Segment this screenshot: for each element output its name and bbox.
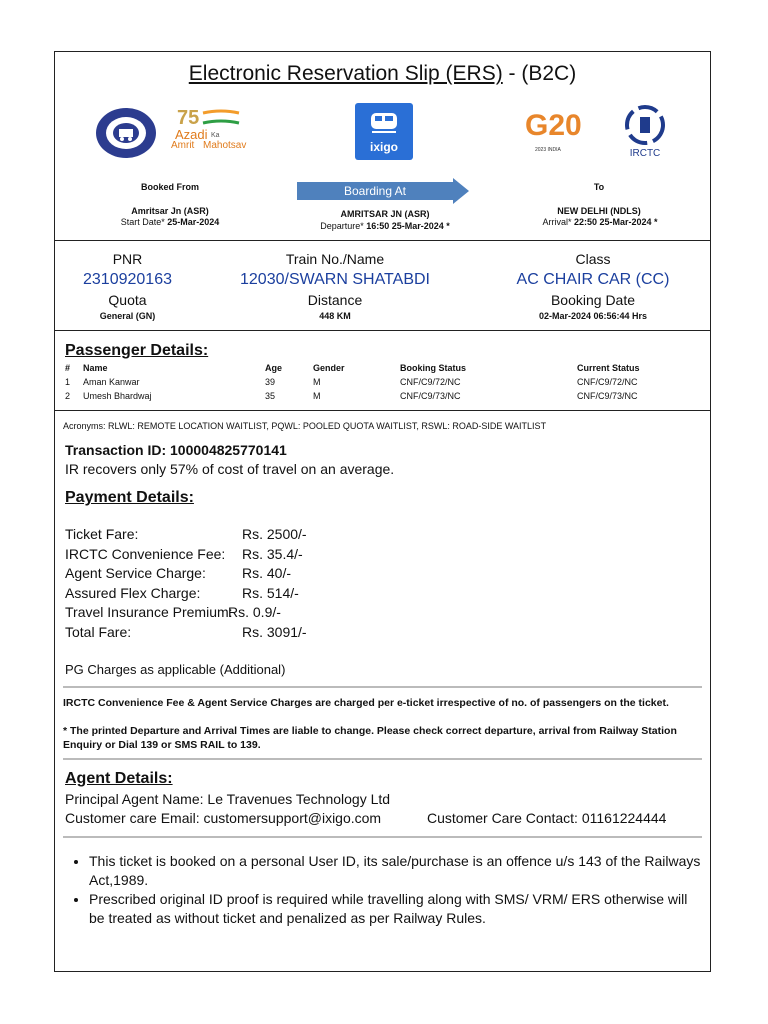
customer-care-email: Customer care Email: customersupport@ixigo.com: [65, 810, 382, 826]
distance-label: Distance: [307, 292, 363, 308]
boarding-at-arrow: Boarding At: [297, 178, 469, 204]
ixigo-logo: ixigo: [355, 103, 413, 160]
to-label: To: [593, 182, 605, 192]
distance-value: 448 KM: [319, 311, 351, 321]
list-item: • Prescribed original ID proof is required while travelling along with SMS/ VRM/ ERS otherwise will be treated as without ticket and penalized as per Railway Rules.: [89, 890, 701, 928]
insurance-value: Rs. 0.9/-: [228, 604, 281, 620]
divider: [63, 758, 702, 760]
total-fare-value: Rs. 3091/-: [242, 624, 307, 640]
title-suffix: - (B2C): [502, 62, 577, 85]
passenger-details-title: Passenger Details:: [65, 342, 209, 359]
quota-label: Quota: [108, 292, 147, 308]
title-main: Electronic Reservation Slip (ERS): [188, 62, 503, 85]
azadi-ka-amrit-mahotsav-logo: 75 Azadi Ka Amrit Mahotsav: [171, 107, 247, 151]
boarding-station: AMRITSAR JN (ASR): [340, 209, 430, 219]
irctc-logo: IRCTC: [620, 104, 670, 162]
divider: [55, 410, 710, 411]
divider: [55, 240, 710, 241]
total-fare-label: Total Fare:: [65, 624, 132, 640]
ticket-fare-label: Ticket Fare:: [65, 526, 139, 542]
booking-date-value: 02-Mar-2024 06:56:44 Hrs: [538, 311, 648, 321]
flex-charge-label: Assured Flex Charge:: [65, 585, 201, 601]
rules-list: [89, 852, 701, 928]
ticket-fare-value: Rs. 2500/-: [242, 526, 307, 542]
acronyms-line: Acronyms: RLWL: REMOTE LOCATION WAITLIST, PQWL: POOLED QUOTA WAITLIST, RSWL: ROAD-SIDE WAITLIST: [63, 421, 547, 431]
g20-logo: G20 2023 INDIA: [525, 109, 582, 153]
agent-charge-value: Rs. 40/-: [242, 565, 292, 581]
list-item: • This ticket is booked on a personal User ID, its sale/purchase is an offence u/s 143 of the Railways Act,1989.: [89, 852, 701, 890]
divider: [55, 330, 710, 331]
divider: [63, 686, 702, 688]
booked-from-label: Booked From: [140, 182, 199, 192]
pnr-value: 2310920163: [83, 271, 172, 288]
train-icon: [368, 111, 400, 135]
irctc-emblem-icon: [620, 104, 670, 146]
quota-value: General (GN): [99, 311, 156, 321]
ticket-frame: Electronic Reservation Slip (ERS) - (B2C) 75 Azadi Ka Amrit Mahotsav ixigo G20 2023 INDIA IRCTC Booked From Amritsar Jn (ASR) Start Date* 25-Mar-2024 Boarding At AMRITSAR JN (ASR) Departure* 16:50 25-Mar-2024 * To NEW DELHI (NDLS) Arrival* 22:50 25-Mar-2024 * PNR 2310920163 Quota General (GN) Train No./Name 12030/SWARN SHATABDI Distance 448 KM Class AC CHAIR CAR (CC) Booking Date 02-Mar-2024 06:56:44 Hrs Passenger Details: # Name Age Gender Booking Status Current Status 1 Aman Kanwar 39 M CNF/C9/72/NC CNF/C9/72/NC 2 Umesh Bhardwaj 35 M CNF/C9/73/NC CNF/C9/73/NC Acronyms: RLWL: REMOTE LOCATION WAITLIST, PQWL: POOLED QUOTA WAITLIST, RSWL: ROAD-SIDE WAITLIST Transaction ID: 100004825770141 IR recovers only 57% of cost of travel on an average. Payment Details: Ticket Fare: Rs. 2500/- IRCTC Convenience Fee: Rs. 35.4/- Agent Service Charge: Rs. 40/- Assured Flex Charge: Rs. 514/- Travel Insurance Premium: Rs. 0.9/- Total Fare: Rs. 3091/- PG Charges as applicable (Additional) IRCTC Convenience Fee & Agent Service Charges are charged per e-ticket irrespective of no. of passengers on the ticket. * The printed Departure and Arrival Times are liable to change. Please check correct departure, arrival from Railway Station Enquiry or Dial 139 or SMS RAIL to 139. Agent Details: Principal Agent Name: Le Travenues Technology Ltd Customer care Email: customersupport@ixigo.com Customer Care Contact: 01161224444 • This ticket is booked on a personal User ID, its sale/purchase is an offence u/s 143 of the Railways Act,1989. • Prescribed original ID proof is required while travelling along with SMS/ VRM/ ERS otherwise will be treated as without ticket and penalized as per Railway Rules.: [54, 51, 711, 972]
booking-date-label: Booking Date: [550, 292, 636, 308]
flex-charge-value: Rs. 514/-: [242, 585, 299, 601]
start-date: Start Date* 25-Mar-2024: [120, 217, 220, 227]
booked-from-station: Amritsar Jn (ASR): [131, 206, 209, 216]
agent-details-title: Agent Details:: [65, 770, 173, 787]
pg-charges-note: PG Charges as applicable (Additional): [65, 662, 286, 677]
transaction-id: Transaction ID: 100004825770141: [65, 442, 287, 458]
departure-time: Departure* 16:50 25-Mar-2024 *: [320, 221, 450, 231]
class-label: Class: [575, 251, 611, 267]
insurance-label: Travel Insurance Premium:: [65, 604, 233, 620]
principal-agent-name: Principal Agent Name: Le Travenues Technology Ltd: [65, 791, 391, 807]
to-station: NEW DELHI (NDLS): [557, 206, 641, 216]
indian-railways-logo: [95, 107, 157, 159]
agent-charge-label: Agent Service Charge:: [65, 565, 206, 581]
convenience-fee-value: Rs. 35.4/-: [242, 546, 303, 562]
pnr-label: PNR: [112, 251, 143, 267]
cost-recovery-note: IR recovers only 57% of cost of travel on an average.: [65, 461, 395, 477]
customer-care-contact: Customer Care Contact: 01161224444: [427, 810, 667, 826]
train-value: 12030/SWARN SHATABDI: [240, 271, 430, 288]
arrival-time: Arrival* 22:50 25-Mar-2024 *: [542, 217, 658, 227]
train-label: Train No./Name: [285, 251, 385, 267]
convenience-fee-label: IRCTC Convenience Fee:: [65, 546, 226, 562]
timing-notice: * The printed Departure and Arrival Times are liable to change. Please check correct departure, arrival from Railway Station Enquiry or Dial 139 or SMS RAIL to 139.: [63, 725, 677, 751]
fee-notice: IRCTC Convenience Fee & Agent Service Charges are charged per e-ticket irrespective of no. of passengers on the ticket.: [63, 697, 669, 709]
payment-details-title: Payment Details:: [65, 489, 194, 506]
page-title: [55, 62, 710, 86]
divider: [63, 836, 702, 838]
class-value: AC CHAIR CAR (CC): [516, 271, 670, 288]
